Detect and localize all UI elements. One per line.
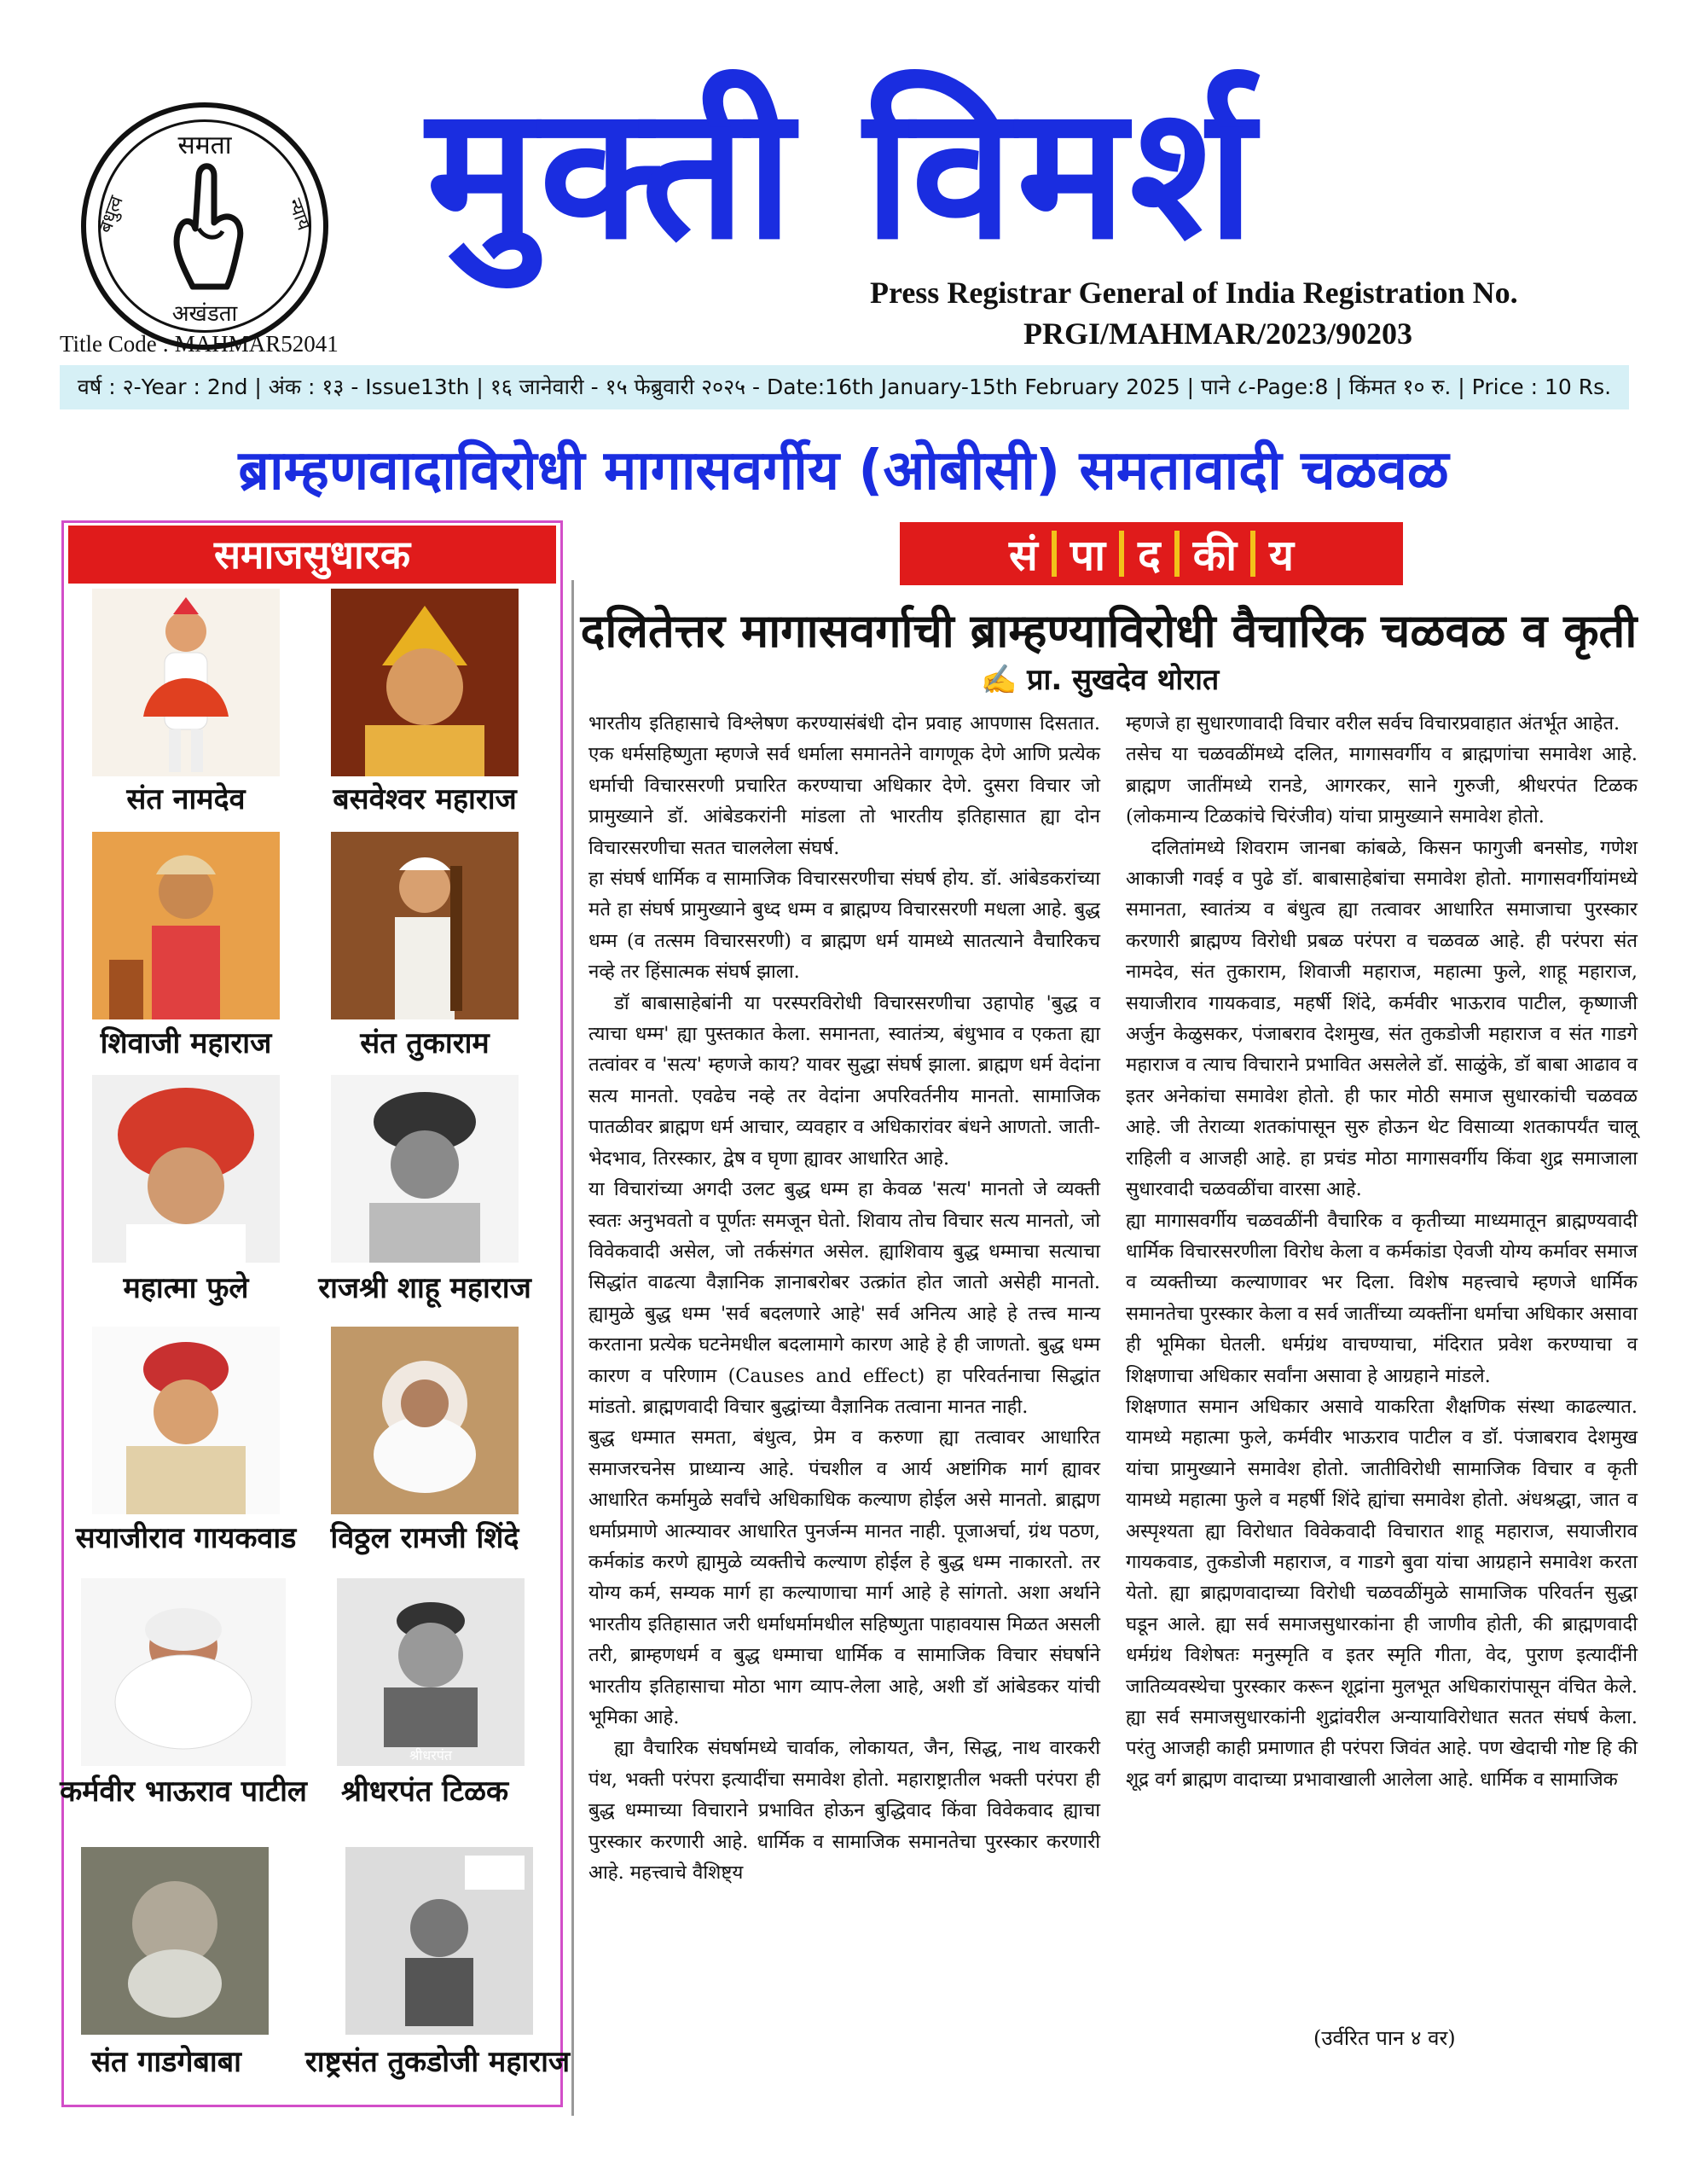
editorial-byline: ✍️ प्रा. सुखदेव थोरात: [981, 663, 1220, 697]
portrait-vitthal-ramji-shinde: [331, 1327, 519, 1514]
col2-para-4: ह्या मागासवर्गीय चळवळींनी वैचारिक व कृतीच्या माध्यमातून ब्राह्मण्यवादी धार्मिक विचारसरणीला विरोध केला व कर्मकांडा ऐवजी योग्य कर्मावर समाज व व्यक्तीच्या कल्याणावर भर दिला. विशेष महत्त्वाचे म्हणजे धार्मिक समानतेचा पुरस्कार केला व सर्व जातींच्या व्यक्तींना धर्माचा अधिकार असावा ही भूमिका घेतली. धर्मग्रंथ वाचण्याचा, मंदिरात प्रवेश करण्याचा व शिक्षणाचा अधिकार सर्वांना असावा हे आग्रहाने मांडले.: [1126, 1209, 1638, 1387]
caption-basaveshwar: बसवेश्वर महाराज: [333, 782, 517, 816]
logo-bottom-text: अखंडता: [171, 301, 238, 327]
caption-tukdoji-maharaj: राष्ट्रसंत तुकडोजी महाराज: [304, 2045, 571, 2079]
portrait-karmaveer-bhaurao-patil: [81, 1578, 286, 1766]
editorial-column-2: [1126, 708, 1638, 1795]
col1-para-2: हा संघर्ष धार्मिक व सामाजिक विचारसरणीचा संघर्ष होय. डॉ. आंबेडकरांच्या मते हा संघर्ष प्रामुख्याने बुध्द धम्म व ब्राह्मण्य विचारसरणी मधला आहे. बुद्ध धम्म (व तत्सम विचारसरणी) व ब्राह्मण धर्म यामध्ये सातत्याने वैचारिकच नव्हे तर हिंसात्मक संघर्ष झाला.: [588, 868, 1100, 984]
col1-para-6: ह्या वैचारिक संघर्षामध्ये चार्वाक, लोकायत, जैन, सिद्ध, नाथ वारकरी पंथ, भक्ती परंपरा इत्यादींचा समावेश होतो. महाराष्ट्रातील भक्ती परंपरा ही बुद्ध धम्माच्या विचाराने प्रभावित होऊन बुद्धिवाद किंवा विवेकवाद ह्याचा पुरस्कार करणारी आहे. धार्मिक व सामाजिक समानतेचा पुरस्कार करणारी आहे. महत्त्वाचे वैशिष्ट्य: [588, 1737, 1100, 1885]
editorial-banner: [900, 522, 1403, 585]
masthead-logo: [81, 102, 328, 350]
raised-hand-icon: [146, 159, 274, 295]
continued-note: (उर्वरित पान ४ वर): [1313, 2026, 1456, 2050]
portrait-sant-tukaram: [331, 832, 519, 1019]
portrait-sant-gadgebaba: [81, 1847, 269, 2035]
col2-para-3: दलितांमध्ये शिवराम जानबा कांबळे, किसन फागुजी बनसोड, गणेश आकाजी गवई व पुढे डॉ. बाबासाहेबांचा समावेश होतो. मागासवर्गीयांमध्ये समानता, स्वातंत्र्य व बंधुत्व ह्या तत्वावर आधारित समाजाचा पुरस्कार करणारी ब्राह्मण्य विरोधी प्रबळ परंपरा व चळवळ आहे. ही परंपरा संत नामदेव, संत तुकाराम, शिवाजी महाराज, महात्मा फुले, शाहू महाराज, सयाजीराव गायकवाड, महर्षी शिंदे, कर्मवीर भाऊराव पाटील, कृष्णाजी अर्जुन केळुसकर, पंजाबराव देशमुख, संत तुकडोजी महाराज व संत गाडगे महाराज व त्याच विचाराने प्रभावित असलेले डॉ. साळुंके, डॉ बाबा आढाव व इतर अनेकांचा समावेश होतो. ही फार मोठी समाज सुधारकांची चळवळ आहे. जी तेराव्या शतकांपासून सुरु होऊन थेट विसाव्या शतकापर्यंत चालू राहिली व आजही आहे. हा प्रचंड मोठा मागासवर्गीय किंवा शुद्र समाजाला सुधारवादी चळवळींचा वारसा आहे.: [1126, 836, 1638, 1201]
prgi-registration-label: Press Registrar General of India Registration No.: [870, 276, 1518, 310]
caption-shivaji-maharaj: शिवाजी महाराज: [100, 1026, 272, 1060]
editorial-banner-pa: पा: [1070, 531, 1106, 580]
portrait-sayajirao-gaikwad: [92, 1327, 280, 1514]
col2-para-5: शिक्षणात समान अधिकार असावे याकरिता शैक्षणिक संस्था काढल्यात. यामध्ये महात्मा फुले, कर्मवीर भाऊराव पाटील व डॉ. पंजाबराव देशमुख यांचा प्रामुख्याने समावेश होतो. जातीविरोधी सामाजिक विचार व कृती यामध्ये महात्मा फुले व महर्षी शिंदे ह्यांचा समावेश होतो. अंधश्रद्धा, जात व अस्पृश्यता ह्या विरोधात विवेकवादी विचारात शाहू महाराज, सयाजीराव गायकवाड, तुकडोजी महाराज, व गाडगे बुवा यांचा आग्रहाने समावेश करता येतो. ह्या ब्राह्मणवादाच्या विरोधी चळवळींमुळे सामाजिक परिवर्तन सुद्धा घडून आले. ह्या सर्व समाजसुधारकांना ही जाणीव होती, की ब्राह्मणवादी धर्मग्रंथ विशेषतः मनुस्मृति व इतर स्मृति गीता, वेद, पुराण इत्यादींनी जातिव्यवस्थेचा पुरस्कार करून शूद्रांना मुलभूत अधिकारांपासून वंचित केले. ह्या सर्व समाजसुधारकांनी शुद्रांवरील अन्यायाविरोधात सतत संघर्ष केला. परंतु आजही काही प्रमाणात ही परंपरा जिवंत आहे. पण खेदाची गोष्ट हि की शूद्र वर्ग ब्राह्मण वादाच्या प्रभावाखाली आलेला आहे. धार्मिक व सामाजिक: [1126, 1395, 1638, 1791]
caption-sant-namdev: संत नामदेव: [126, 782, 246, 816]
caption-karmaveer-bhaurao-patil: कर्मवीर भाऊराव पाटील: [60, 1774, 307, 1809]
masthead-title: मुक्ती विमर्श: [426, 66, 1258, 280]
caption-vitthal-ramji-shinde: विठ्ठल रामजी शिंदे: [330, 1521, 519, 1555]
logo-left-text: बंधुत्व: [95, 193, 128, 236]
shridharpant-photo-label: श्रीधरपंत: [409, 1747, 453, 1763]
portrait-tukdoji-maharaj: [345, 1847, 533, 2035]
caption-shridharpant-tilak: श्रीधरपंत टिळक: [340, 1774, 509, 1809]
portrait-shridharpant-tilak: [337, 1578, 525, 1766]
caption-mahatma-phule: महात्मा फुले: [123, 1271, 249, 1305]
col2-para-1: म्हणजे हा सुधारणावादी विचार वरील सर्वच विचारप्रवाहात अंतर्भूत आहेत.: [1126, 712, 1620, 735]
dateline-bar: वर्ष : २-Year : 2nd | अंक : १३ - Issue13th | १६ जानेवारी - १५ फेब्रुवारी २०२५ - Date:16th January-15th February 2025 | पाने ८-Page:8 | किंमत १० रु. | Price : 10 Rs.: [60, 365, 1629, 410]
reformers-heading: समाजसुधारक: [68, 526, 556, 584]
col1-para-1: भारतीय इतिहासाचे विश्लेषण करण्यासंबंधी दोन प्रवाह आपणास दिसतात. एक धर्मसहिष्णुता म्हणजे सर्व धर्माला समानतेने वागणूक देणे आणि प्रत्येक धर्माची विचारसरणी प्रचारित करण्याचा अधिकार देणे. दुसरा विचार जो प्रामुख्याने डॉ. आंबेडकरांनी मांडला तो भारतीय इतिहासात ह्या दोन विचारसरणीचा सतत चाललेला संघर्ष.: [588, 712, 1100, 859]
caption-sant-tukaram: संत तुकाराम: [360, 1026, 490, 1060]
portrait-shahu-maharaj: [331, 1075, 519, 1263]
logo-top-text: समता: [177, 131, 232, 160]
caption-shahu-maharaj: राजश्री शाहू महाराज: [318, 1271, 531, 1305]
col1-para-4: या विचारांच्या अगदी उलट बुद्ध धम्म हा केवळ 'सत्य' मानतो जे व्यक्ती स्वतः अनुभवतो व पूर्णतः समजून घेतो. शिवाय तोच विचार सत्य मानतो, जो विवेकवादी असेल, जो तर्कसंगत असेल. ह्याशिवाय बुद्ध धम्माचा सत्याचा सिद्धांत वाढत्या वैज्ञानिक ज्ञानाबरोबर उत्क्रांत होत जातो असेही मानतो. ह्यामुळे बुद्ध धम्म 'सर्व बदलणारे आहे' सर्व अनित्य आहे हे तत्त्व मान्य करताना प्रत्येक घटनेमधील बदलामागे कारण आहे हे ही जाणतो. बुद्ध धम्म कारण व परिणाम (Causes and effect) हा परिवर्तनाचा सिद्धांत मांडतो. ब्राह्मणवादी विचार बुद्धांच्या वैज्ञानिक तत्वाना मानत नाही.: [588, 1178, 1100, 1418]
col2-para-2: तसेच या चळवळींमध्ये दलित, मागासवर्गीय व ब्राह्मणांचा समावेश आहे. ब्राह्मण जातींमध्ये रानडे, आगरकर, साने गुरुजी, श्रीधरपंत टिळक (लोकमान्य टिळकांचे चिरंजीव) यांचा प्रामुख्याने समावेश होतो.: [1126, 743, 1638, 828]
col1-para-5: बुद्ध धम्मात समता, बंधुत्व, प्रेम व करुणा ह्या तत्वावर आधारित समाजरचनेस प्राध्यान्य आहे. पंचशील व आर्य अष्टांगिक मार्ग ह्यावर आधारित कर्मामुळे सर्वांचे अधिकाधिक कल्याण होईल असे मानतो. ब्राह्मण धर्माप्रमाणे आत्म्यावर आधारित पुनर्जन्म मानत नाही. पूजाअर्चा, ग्रंथ पठण, कर्मकांड करणे ह्यामुळे व्यक्तीचे कल्याण होईल हे बुद्ध धम्म नाकारतो. तर योग्य कर्म, सम्यक मार्ग हा कल्याणाचा मार्ग आहे हे सांगतो. अशा अर्थाने भारतीय इतिहासात जरी धर्माधर्मामधील सहिष्णुता पाहावयास मिळत असली तरी, ब्राम्हणधर्म व बुद्ध धम्माचा धार्मिक व सामाजिक विचार संघर्षाने भारतीय इतिहासाचा मोठा भाग व्याप-लेला आहे, अशी डॉ आंबेडकर यांची भूमिका आहे.: [588, 1426, 1100, 1728]
tagline: ब्राम्हणवादाविरोधी मागासवर्गीय (ओबीसी) समतावादी चळवळ: [238, 439, 1449, 502]
prgi-registration-number: PRGI/MAHMAR/2023/90203: [1023, 317, 1412, 351]
caption-sant-gadgebaba: संत गाडगेबाबा: [91, 2045, 241, 2079]
portrait-shivaji-maharaj: [92, 832, 280, 1019]
editorial-banner-da: द: [1138, 531, 1161, 580]
col1-para-3: डॉ बाबासाहेबांनी या परस्परविरोधी विचारसरणीचा उहापोह 'बुद्ध व त्याचा धम्म' ह्या पुस्तकात केला. समानता, स्वातंत्र्य, बंधुभाव व एकता ह्या तत्वांवर व 'सत्य' म्हणजे काय? यावर सुद्धा संघर्ष झाला. ब्राह्मण धर्म वेदांना सत्य मानतो. एवढेच नव्हे तर वेदांना अपरिवर्तनीय मानतो. सामाजिक पातळीवर ब्राह्मण धर्म आचार, व्यवहार व अधिकारांवर बंधने आणतो. जाती-भेदभाव, तिरस्कार, द्वेष व घृणा ह्यावर आधारित आहे.: [588, 991, 1100, 1170]
portrait-sant-namdev: [92, 589, 280, 776]
editorial-column-1: [588, 708, 1100, 1888]
title-code: Title Code : MAHMAR52041: [60, 331, 339, 357]
portrait-basaveshwar: [331, 589, 519, 776]
editorial-banner-ya: य: [1269, 531, 1295, 580]
editorial-banner-ki: की: [1192, 531, 1238, 580]
portrait-mahatma-phule: [92, 1075, 280, 1263]
caption-sayajirao-gaikwad: सयाजीराव गायकवाड: [75, 1521, 297, 1555]
editorial-headline: दलितेत्तर मागासवर्गाची ब्राम्हण्याविरोधी वैचारिक चळवळ व कृती: [580, 604, 1638, 658]
editorial-banner-sa: सं: [1008, 531, 1038, 580]
logo-right-text: न्याय: [283, 195, 315, 234]
column-divider: [571, 580, 574, 2116]
